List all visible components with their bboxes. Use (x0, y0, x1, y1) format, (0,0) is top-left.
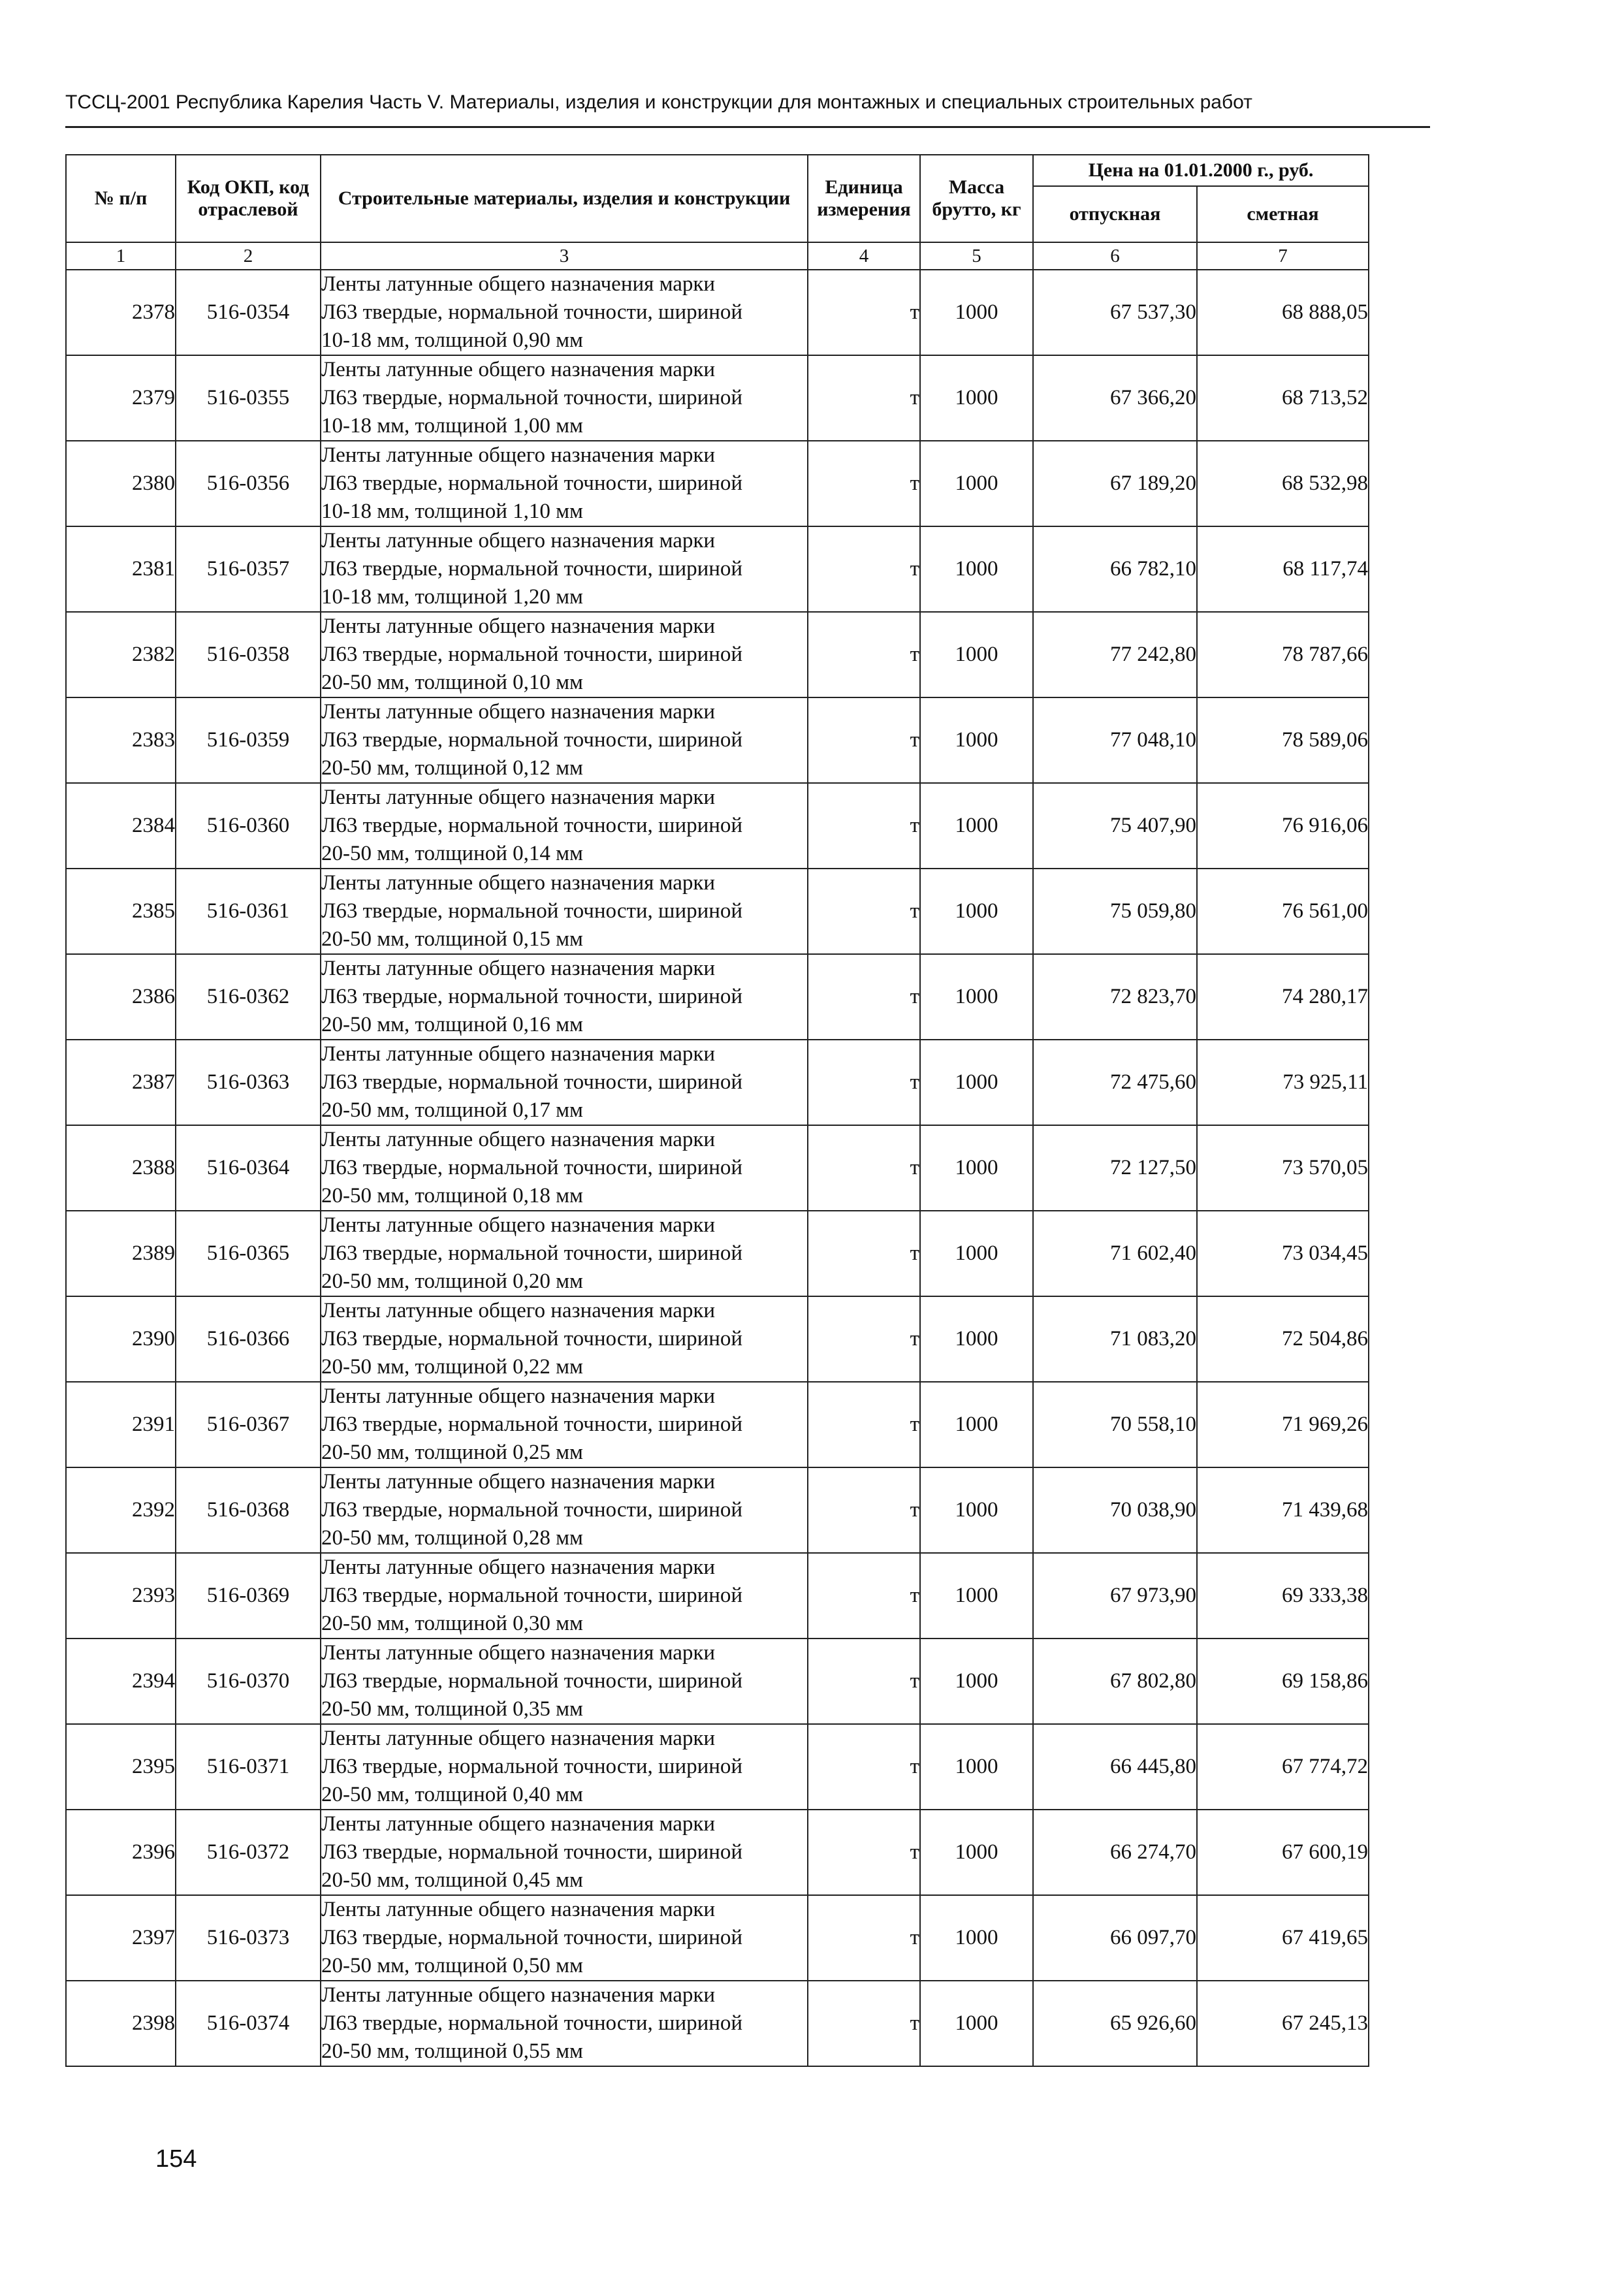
row-unit: т (808, 1382, 920, 1467)
row-mass: 1000 (920, 1382, 1033, 1467)
row-code: 516-0369 (176, 1553, 321, 1639)
table-row (66, 1382, 1369, 1467)
header-divider (65, 126, 1430, 128)
column-number: 6 (1033, 242, 1197, 270)
row-unit: т (808, 1467, 920, 1553)
row-unit: т (808, 1296, 920, 1382)
row-name-line: Ленты латунные общего назначения марки (321, 615, 716, 638)
row-price-estimate: 67 245,13 (1197, 1981, 1369, 2066)
row-number: 2397 (66, 1895, 176, 1981)
row-price-release: 66 445,80 (1033, 1724, 1197, 1810)
row-name (321, 954, 808, 1040)
row-number: 2391 (66, 1382, 176, 1467)
row-name (321, 270, 808, 355)
row-price-release: 66 274,70 (1033, 1810, 1197, 1895)
row-unit: т (808, 526, 920, 612)
row-price-release: 67 366,20 (1033, 355, 1197, 441)
row-name-line: Л63 твердые, нормальной точности, шириной (321, 1498, 743, 1522)
row-number: 2388 (66, 1125, 176, 1211)
table-row (66, 1467, 1369, 1553)
table-row (66, 441, 1369, 526)
row-name-line: 10-18 мм, толщиной 1,00 мм (321, 414, 583, 438)
table-row (66, 355, 1369, 441)
row-name-line: Ленты латунные общего назначения марки (321, 1384, 716, 1408)
table-row (66, 1125, 1369, 1211)
row-name (321, 1639, 808, 1724)
row-name-line: Ленты латунные общего назначения марки (321, 1042, 716, 1066)
row-mass: 1000 (920, 270, 1033, 355)
row-mass: 1000 (920, 526, 1033, 612)
row-mass: 1000 (920, 1553, 1033, 1639)
table-body (66, 270, 1369, 2066)
row-name (321, 1040, 808, 1125)
row-price-estimate: 73 570,05 (1197, 1125, 1369, 1211)
row-name-line: Ленты латунные общего назначения марки (321, 1898, 716, 1921)
row-name (321, 355, 808, 441)
row-code: 516-0365 (176, 1211, 321, 1296)
table-row (66, 1981, 1369, 2066)
row-name-line: Л63 твердые, нормальной точности, шириной (321, 814, 743, 837)
row-mass: 1000 (920, 1639, 1033, 1724)
row-name (321, 1981, 808, 2066)
row-unit: т (808, 1553, 920, 1639)
row-name-line: 20-50 мм, толщиной 0,50 мм (321, 1954, 583, 1977)
row-code: 516-0354 (176, 270, 321, 355)
row-name (321, 612, 808, 697)
row-price-estimate: 68 888,05 (1197, 270, 1369, 355)
row-price-release: 66 097,70 (1033, 1895, 1197, 1981)
row-price-estimate: 68 713,52 (1197, 355, 1369, 441)
row-price-release: 67 802,80 (1033, 1639, 1197, 1724)
row-code: 516-0363 (176, 1040, 321, 1125)
row-mass: 1000 (920, 441, 1033, 526)
column-number: 7 (1197, 242, 1369, 270)
header-mass: Масса брутто, кг (920, 155, 1033, 242)
row-name-line: 10-18 мм, толщиной 1,10 мм (321, 500, 583, 523)
row-name-line: Ленты латунные общего назначения марки (321, 1983, 716, 2007)
row-unit: т (808, 697, 920, 783)
table-row (66, 1040, 1369, 1125)
row-name-line: Ленты латунные общего назначения марки (321, 871, 716, 895)
row-price-release: 67 973,90 (1033, 1553, 1197, 1639)
row-name-line: Л63 твердые, нормальной точности, шириной (321, 557, 743, 581)
row-name-line: Л63 твердые, нормальной точности, шириной (321, 1926, 743, 1949)
row-price-release: 67 537,30 (1033, 270, 1197, 355)
row-price-estimate: 68 532,98 (1197, 441, 1369, 526)
column-number-row (66, 242, 1369, 270)
column-number: 5 (920, 242, 1033, 270)
column-number: 3 (321, 242, 808, 270)
row-unit: т (808, 1125, 920, 1211)
row-price-estimate: 71 439,68 (1197, 1467, 1369, 1553)
row-number: 2385 (66, 869, 176, 954)
row-name (321, 1724, 808, 1810)
row-price-estimate: 73 034,45 (1197, 1211, 1369, 1296)
row-price-release: 67 189,20 (1033, 441, 1197, 526)
row-name-line: Л63 твердые, нормальной точности, шириной (321, 1241, 743, 1265)
row-name-line: 20-50 мм, толщиной 0,35 мм (321, 1697, 583, 1721)
row-name-line: 10-18 мм, толщиной 1,20 мм (321, 585, 583, 609)
row-name-line: Л63 твердые, нормальной точности, шириной (321, 643, 743, 666)
row-name (321, 1125, 808, 1211)
row-price-estimate: 74 280,17 (1197, 954, 1369, 1040)
row-number: 2387 (66, 1040, 176, 1125)
table-row (66, 1895, 1369, 1981)
row-name-line: Ленты латунные общего назначения марки (321, 1128, 716, 1151)
row-price-release: 70 038,90 (1033, 1467, 1197, 1553)
header-num: № п/п (66, 155, 176, 242)
row-mass: 1000 (920, 869, 1033, 954)
row-name-line: Ленты латунные общего назначения марки (321, 1470, 716, 1494)
row-number: 2398 (66, 1981, 176, 2066)
page-header-title: ТССЦ-2001 Республика Карелия Часть V. Материалы, изделия и конструкции для монтажных и специальных строительных работ (65, 91, 1252, 113)
row-name-line: 20-50 мм, толщиной 0,12 мм (321, 756, 583, 780)
row-price-release: 70 558,10 (1033, 1382, 1197, 1467)
row-number: 2380 (66, 441, 176, 526)
row-mass: 1000 (920, 697, 1033, 783)
row-price-estimate: 67 419,65 (1197, 1895, 1369, 1981)
row-name-line: Л63 твердые, нормальной точности, шириной (321, 899, 743, 923)
row-price-release: 77 048,10 (1033, 697, 1197, 783)
row-name-line: Л63 твердые, нормальной точности, шириной (321, 1669, 743, 1693)
row-code: 516-0362 (176, 954, 321, 1040)
table-row (66, 954, 1369, 1040)
row-number: 2390 (66, 1296, 176, 1382)
table-row (66, 612, 1369, 697)
row-name-line: Ленты латунные общего назначения марки (321, 957, 716, 980)
row-code: 516-0355 (176, 355, 321, 441)
row-mass: 1000 (920, 1125, 1033, 1211)
row-name-line: 20-50 мм, толщиной 0,10 мм (321, 671, 583, 694)
header-price-estimate: сметная (1197, 186, 1369, 242)
table-row (66, 526, 1369, 612)
row-name-line: Л63 твердые, нормальной точности, шириной (321, 472, 743, 495)
row-mass: 1000 (920, 1895, 1033, 1981)
row-name-line: Л63 твердые, нормальной точности, шириной (321, 985, 743, 1008)
row-code: 516-0357 (176, 526, 321, 612)
row-name-line: Ленты латунные общего назначения марки (321, 700, 716, 724)
row-mass: 1000 (920, 1981, 1033, 2066)
row-mass: 1000 (920, 1211, 1033, 1296)
row-name (321, 783, 808, 869)
row-unit: т (808, 1211, 920, 1296)
row-number: 2395 (66, 1724, 176, 1810)
row-mass: 1000 (920, 1296, 1033, 1382)
row-number: 2384 (66, 783, 176, 869)
row-code: 516-0370 (176, 1639, 321, 1724)
header-price-release: отпускная (1033, 186, 1197, 242)
row-price-release: 72 823,70 (1033, 954, 1197, 1040)
row-name-line: 20-50 мм, толщиной 0,14 мм (321, 842, 583, 865)
row-unit: т (808, 783, 920, 869)
row-unit: т (808, 1981, 920, 2066)
row-price-estimate: 76 561,00 (1197, 869, 1369, 954)
table-row (66, 869, 1369, 954)
row-name (321, 1382, 808, 1467)
row-name-line: Ленты латунные общего назначения марки (321, 1812, 716, 1836)
row-name (321, 1810, 808, 1895)
row-name-line: Ленты латунные общего назначения марки (321, 358, 716, 381)
row-name-line: Л63 твердые, нормальной точности, шириной (321, 2011, 743, 2035)
row-name-line: Л63 твердые, нормальной точности, шириной (321, 1156, 743, 1179)
row-code: 516-0359 (176, 697, 321, 783)
row-name-line: Ленты латунные общего назначения марки (321, 786, 716, 809)
column-number: 2 (176, 242, 321, 270)
row-number: 2392 (66, 1467, 176, 1553)
header-code: Код ОКП, код отраслевой (176, 155, 321, 242)
row-number: 2382 (66, 612, 176, 697)
row-name-line: Ленты латунные общего назначения марки (321, 529, 716, 552)
row-name-line: Л63 твердые, нормальной точности, шириной (321, 1413, 743, 1436)
row-price-release: 65 926,60 (1033, 1981, 1197, 2066)
row-name (321, 1211, 808, 1296)
row-price-release: 66 782,10 (1033, 526, 1197, 612)
table-row (66, 1810, 1369, 1895)
table-row (66, 697, 1369, 783)
table-row (66, 1296, 1369, 1382)
table-row (66, 1639, 1369, 1724)
row-price-release: 71 602,40 (1033, 1211, 1197, 1296)
row-price-estimate: 72 504,86 (1197, 1296, 1369, 1382)
row-number: 2381 (66, 526, 176, 612)
row-name-line: Л63 твердые, нормальной точности, шириной (321, 1070, 743, 1094)
row-price-estimate: 73 925,11 (1197, 1040, 1369, 1125)
row-name-line: Ленты латунные общего назначения марки (321, 272, 716, 296)
row-name (321, 526, 808, 612)
row-unit: т (808, 1724, 920, 1810)
row-name-line: Ленты латунные общего назначения марки (321, 1556, 716, 1579)
row-name-line: 20-50 мм, толщиной 0,30 мм (321, 1612, 583, 1635)
row-name (321, 1467, 808, 1553)
row-name (321, 697, 808, 783)
row-price-estimate: 78 589,06 (1197, 697, 1369, 783)
row-name-line: Л63 твердые, нормальной точности, шириной (321, 1755, 743, 1778)
row-code: 516-0360 (176, 783, 321, 869)
row-code: 516-0366 (176, 1296, 321, 1382)
row-name-line: 20-50 мм, толщиной 0,25 мм (321, 1441, 583, 1464)
row-name (321, 1895, 808, 1981)
row-mass: 1000 (920, 783, 1033, 869)
row-code: 516-0364 (176, 1125, 321, 1211)
row-price-release: 75 059,80 (1033, 869, 1197, 954)
row-price-estimate: 68 117,74 (1197, 526, 1369, 612)
row-unit: т (808, 869, 920, 954)
row-unit: т (808, 1895, 920, 1981)
row-name (321, 441, 808, 526)
row-name-line: 20-50 мм, толщиной 0,28 мм (321, 1526, 583, 1550)
row-name-line: Л63 твердые, нормальной точности, шириной (321, 1840, 743, 1864)
row-unit: т (808, 1810, 920, 1895)
row-number: 2386 (66, 954, 176, 1040)
row-code: 516-0372 (176, 1810, 321, 1895)
row-price-estimate: 67 774,72 (1197, 1724, 1369, 1810)
row-unit: т (808, 270, 920, 355)
row-name (321, 1553, 808, 1639)
row-number: 2393 (66, 1553, 176, 1639)
row-price-release: 72 475,60 (1033, 1040, 1197, 1125)
table-header (66, 155, 1369, 270)
table-row (66, 270, 1369, 355)
row-name-line: Ленты латунные общего назначения марки (321, 1727, 716, 1750)
row-code: 516-0358 (176, 612, 321, 697)
row-name-line: Ленты латунные общего назначения марки (321, 1213, 716, 1237)
row-code: 516-0361 (176, 869, 321, 954)
row-code: 516-0371 (176, 1724, 321, 1810)
row-name-line: Ленты латунные общего назначения марки (321, 443, 716, 467)
table-row (66, 1211, 1369, 1296)
row-name-line: 20-50 мм, толщиной 0,17 мм (321, 1098, 583, 1122)
row-code: 516-0374 (176, 1981, 321, 2066)
row-price-estimate: 69 158,86 (1197, 1639, 1369, 1724)
column-number: 4 (808, 242, 920, 270)
row-name-line: 20-50 мм, толщиной 0,18 мм (321, 1184, 583, 1207)
row-name-line: 20-50 мм, толщиной 0,45 мм (321, 1868, 583, 1892)
row-price-estimate: 67 600,19 (1197, 1810, 1369, 1895)
row-number: 2396 (66, 1810, 176, 1895)
row-unit: т (808, 1639, 920, 1724)
header-name: Строительные материалы, изделия и конструкции (321, 155, 808, 242)
row-mass: 1000 (920, 612, 1033, 697)
row-number: 2389 (66, 1211, 176, 1296)
row-name-line: 20-50 мм, толщиной 0,20 мм (321, 1270, 583, 1293)
page-number: 154 (155, 2145, 197, 2173)
row-name-line: 20-50 мм, толщиной 0,22 мм (321, 1355, 583, 1379)
row-code: 516-0356 (176, 441, 321, 526)
row-name-line: Л63 твердые, нормальной точности, шириной (321, 1327, 743, 1351)
column-number: 1 (66, 242, 176, 270)
table-row (66, 783, 1369, 869)
row-number: 2383 (66, 697, 176, 783)
row-mass: 1000 (920, 1724, 1033, 1810)
row-price-release: 72 127,50 (1033, 1125, 1197, 1211)
row-name-line: 20-50 мм, толщиной 0,55 мм (321, 2039, 583, 2063)
row-unit: т (808, 612, 920, 697)
row-code: 516-0373 (176, 1895, 321, 1981)
row-unit: т (808, 954, 920, 1040)
row-name-line: Л63 твердые, нормальной точности, шириной (321, 386, 743, 409)
row-unit: т (808, 1040, 920, 1125)
table-row (66, 1724, 1369, 1810)
row-name-line: Л63 твердые, нормальной точности, шириной (321, 728, 743, 752)
row-number: 2379 (66, 355, 176, 441)
row-price-estimate: 78 787,66 (1197, 612, 1369, 697)
row-unit: т (808, 441, 920, 526)
row-price-estimate: 69 333,38 (1197, 1553, 1369, 1639)
row-number: 2394 (66, 1639, 176, 1724)
table-row (66, 1553, 1369, 1639)
row-mass: 1000 (920, 1040, 1033, 1125)
row-name-line: 20-50 мм, толщиной 0,16 мм (321, 1013, 583, 1036)
row-name (321, 869, 808, 954)
row-mass: 1000 (920, 355, 1033, 441)
row-name-line: Л63 твердые, нормальной точности, шириной (321, 1584, 743, 1607)
row-name-line: 10-18 мм, толщиной 0,90 мм (321, 328, 583, 352)
row-code: 516-0368 (176, 1467, 321, 1553)
row-name-line: Ленты латунные общего назначения марки (321, 1299, 716, 1322)
row-name-line: Л63 твердые, нормальной точности, шириной (321, 300, 743, 324)
row-price-release: 77 242,80 (1033, 612, 1197, 697)
header-unit: Единица измерения (808, 155, 920, 242)
row-number: 2378 (66, 270, 176, 355)
row-name-line: Ленты латунные общего назначения марки (321, 1641, 716, 1665)
row-name-line: 20-50 мм, толщиной 0,15 мм (321, 927, 583, 951)
row-mass: 1000 (920, 954, 1033, 1040)
row-price-estimate: 71 969,26 (1197, 1382, 1369, 1467)
row-price-estimate: 76 916,06 (1197, 783, 1369, 869)
row-price-release: 71 083,20 (1033, 1296, 1197, 1382)
row-name-line: 20-50 мм, толщиной 0,40 мм (321, 1783, 583, 1806)
row-name (321, 1296, 808, 1382)
row-mass: 1000 (920, 1467, 1033, 1553)
header-price-group: Цена на 01.01.2000 г., руб. (1033, 155, 1369, 186)
row-code: 516-0367 (176, 1382, 321, 1467)
row-mass: 1000 (920, 1810, 1033, 1895)
row-price-release: 75 407,90 (1033, 783, 1197, 869)
row-unit: т (808, 355, 920, 441)
price-table (65, 154, 1369, 2067)
